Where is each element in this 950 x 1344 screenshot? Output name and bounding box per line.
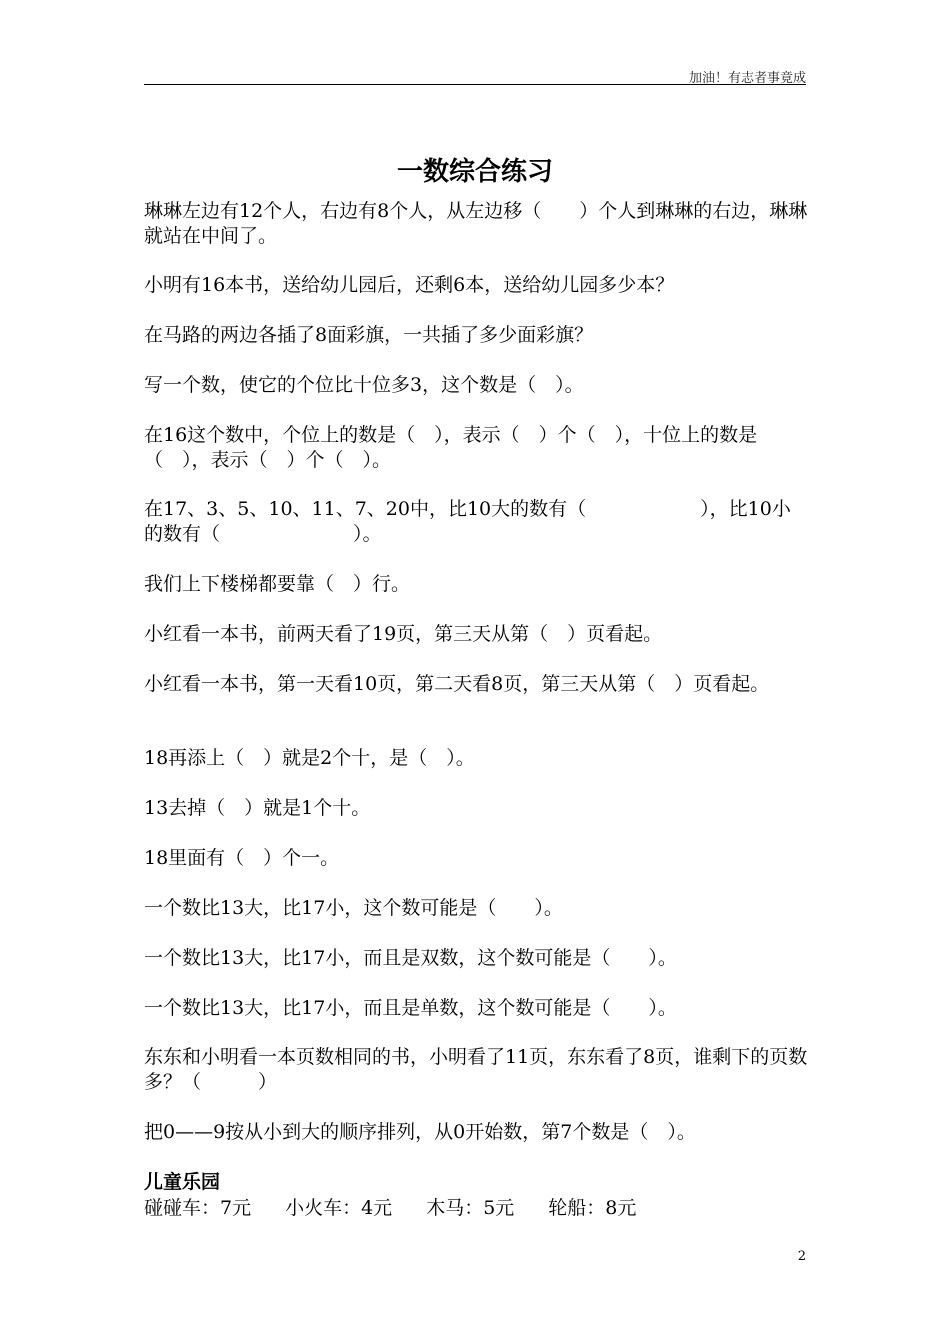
price-item-boat: 轮船：8元 (548, 1197, 637, 1219)
question-15: 一个数比13大，比17小，而且是单数，这个数可能是（ ）。 (144, 997, 677, 1019)
header-motto: 加油！有志者事竟成 (688, 71, 806, 86)
header-divider (144, 84, 806, 85)
question-12: 18里面有（ ）个一。 (144, 847, 340, 869)
page-title: 一数综合练习 (396, 157, 553, 187)
question-2: 小明有16本书，送给幼儿园后，还剩6本，送给幼儿园多少本？ (144, 274, 675, 296)
question-1: 琳琳左边有12个人，右边有8个人，从左边移（ ）个人到琳琳的右边，琳琳就站在中间了。 (144, 200, 808, 247)
question-13: 一个数比13大，比17小，这个数可能是（ ）。 (144, 897, 563, 919)
question-6: 在17、3、5、10、11、7、20中，比10大的数有（ ），比10小的数有（ ）。 (144, 498, 791, 545)
question-14: 一个数比13大，比17小，而且是双数，这个数可能是（ ）。 (144, 947, 677, 969)
question-3: 在马路的两边各插了8面彩旗，一共插了多少面彩旗？ (144, 324, 594, 346)
section-heading: 儿童乐园 (144, 1171, 221, 1193)
question-4: 写一个数，使它的个位比十位多3，这个数是（ ）。 (144, 374, 584, 396)
question-17: 把0——9按从小到大的顺序排列，从0开始数，第7个数是（ ）。 (144, 1121, 696, 1143)
page-number: 2 (797, 1249, 806, 1264)
question-5: 在16这个数中，个位上的数是（ ），表示（ ）个（ ），十位上的数是（ ），表示（ ）个（ ）。 (144, 424, 758, 471)
price-item-carousel-horse: 木马：5元 (426, 1197, 515, 1219)
question-11: 13去掉（ ）就是1个十。 (144, 797, 371, 819)
question-16: 东东和小明看一本页数相同的书，小明看了11页，东东看了8页，谁剩下的页数多？（ ） (144, 1046, 808, 1093)
price-list (144, 1196, 636, 1221)
price-item-mini-train: 小火车：4元 (285, 1197, 393, 1219)
question-9: 小红看一本书，第一天看10页，第二天看8页，第三天从第（ ）页看起。 (144, 673, 770, 695)
question-8: 小红看一本书，前两天看了19页，第三天从第（ ）页看起。 (144, 623, 663, 645)
question-10: 18再添上（ ）就是2个十，是（ ）。 (144, 747, 475, 769)
question-7: 我们上下楼梯都要靠（ ）行。 (144, 573, 411, 595)
price-item-bumper-car: 碰碰车：7元 (144, 1197, 252, 1219)
